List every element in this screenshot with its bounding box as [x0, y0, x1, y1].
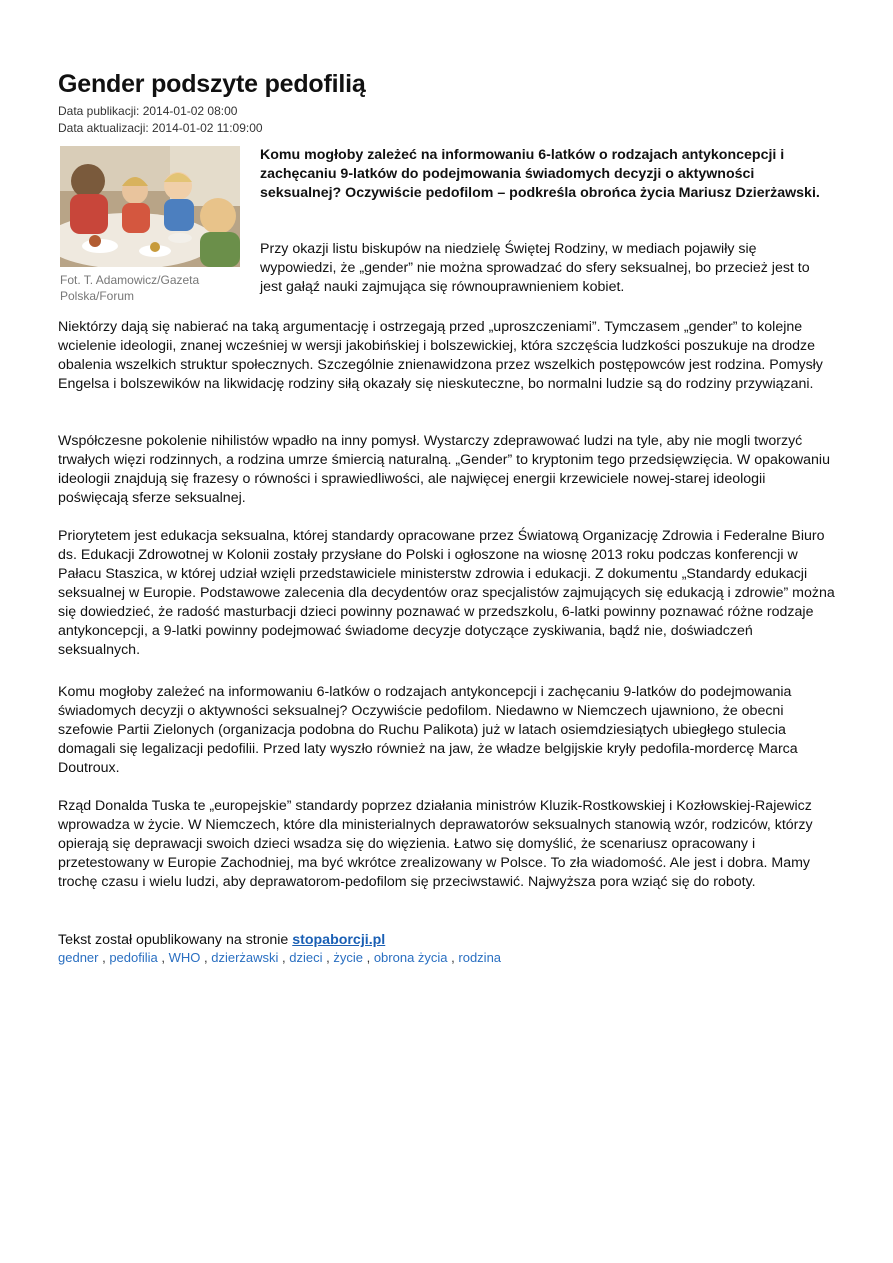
tag-link[interactable]: rodzina	[458, 950, 502, 965]
tag-separator: ,	[362, 950, 374, 965]
tag-link[interactable]: dzieci	[289, 950, 323, 965]
tag-separator: ,	[157, 950, 169, 965]
article-paragraph-2: Współczesne pokolenie nihilistów wpadło na inny pomysł. Wystarczy zdeprawować ludzi na tyle, aby nie mogli tworzyć trwałych więzi rodzinnych, a rodzina umrze śmiercią naturalną. „Gender” to kryptonim tego przedsięwzięcia. W opakowaniu ideologii znajdują się frazesy o równości i sprawiedliwości, ale najwięcej energii krzewiciele nowej-starej ideologii poświęcają sferze seksualnej.	[58, 433, 830, 506]
children-at-table-illustration	[60, 146, 240, 267]
article-paragraph-5: Rząd Donalda Tuska te „europejskie” standardy poprzez działania ministrów Kluzik-Rostkowskiej i Kozłowskiej-Rajewicz wprowadza w życie. W Niemczech, które dla ministerialnych deprawatorów seksualnych stanowią wzór, rodziców, którzy opierają się deprawacji swoich dzieci wsadza się do więzienia. Łatwo się domyślić, że scenariusz opracowany i przetestowany w Europie Zachodniej, ma być wkrótce zrealizowany w Polsce. To zła wiadomość. Ale jest i dobra. Mamy trochę czasu i wielu ludzi, aby deprawatorom-pedofilom się przeciwstawić. Najwyższa pora wziąć się do roboty.	[58, 798, 813, 890]
source-prefix: Tekst został opublikowany na stronie	[58, 932, 289, 948]
article-intro: Przy okazji listu biskupów na niedzielę Świętej Rodziny, w mediach pojawiły się wypowiedzi, że „gender” nie można sprowadzać do sfery seksualnej, bo przecież jest to jest gałąź nauki zajmująca się równouprawnieniem kobiet.	[260, 241, 810, 295]
article-title: Gender podszyte pedofilią	[58, 70, 366, 98]
source-line	[58, 931, 385, 950]
article-lead: Komu mogłoby zależeć na informowaniu 6-latków o rodzajach antykoncepcji i zachęcaniu 9-latków do podejmowania świadomych decyzji o aktywności seksualnej? Oczywiście pedofilom – podkreśla obrońca życia Mariusz Dzierżawski.	[260, 147, 820, 201]
tag-list	[58, 949, 501, 966]
article-photo	[60, 146, 240, 267]
source-link[interactable]: stopaborcji.pl	[292, 932, 386, 948]
article-paragraph-3: Priorytetem jest edukacja seksualna, której standardy opracowane przez Światową Organizację Zdrowia i Federalne Biuro ds. Edukacji Zdrowotnej w Kolonii zostały przysłane do Polski i ogłoszone na wiosnę 2013 roku podczas konferencji w Pałacu Staszica, w której udział wzięli przedstawiciele ministerstw zdrowia i edukacji. Z dokumentu „Standardy edukacji seksualnej w Europie. Podstawowe zalecenia dla decydentów oraz specjalistów zajmujących się edukacją i zdrowie” można się dowiedzieć, że radość masturbacji dzieci powinny poznawać w przedszkolu, 6-latki powinny poznawać różne rodzaje antykoncepcji, a 9-latki powinny podejmować świadome decyzje dotyczące zyskiwania, bądź nie, doświadczeń seksualnych.	[58, 528, 835, 658]
publication-date: Data publikacji: 2014-01-02 08:00	[58, 104, 238, 118]
photo-caption: Fot. T. Adamowicz/Gazeta Polska/Forum	[60, 273, 200, 303]
tag-separator: ,	[278, 950, 290, 965]
article-paragraph-4: Komu mogłoby zależeć na informowaniu 6-latków o rodzajach antykoncepcji i zachęcaniu 9-latków do podejmowania świadomych decyzji o aktywności seksualnej? Oczywiście pedofilom. Niedawno w Niemczech ujawniono, że obecni szefowie Partii Zielonych (organizacja podobna do Ruchu Palikota) już w latach osiemdziesiątych ubiegłego stulecia domagali się legalizacji pedofilii. Przed laty wyszło również na jaw, że władze belgijskie kryły pedofila-mordercę Marca Doutroux.	[58, 684, 798, 776]
tag-link[interactable]: WHO	[168, 950, 201, 965]
tag-link[interactable]: dzierżawski	[211, 950, 279, 965]
tag-link[interactable]: pedofilia	[109, 950, 158, 965]
tag-separator: ,	[447, 950, 459, 965]
tag-separator: ,	[200, 950, 212, 965]
tag-separator: ,	[322, 950, 334, 965]
tag-separator: ,	[98, 950, 110, 965]
tag-link[interactable]: życie	[333, 950, 363, 965]
tag-link[interactable]: obrona życia	[373, 950, 448, 965]
article-paragraph-1: Niektórzy dają się nabierać na taką argumentację i ostrzegają przed „uproszczeniami”. Tymczasem „gender” to kolejne wcielenie ideologii, znanej wcześniej w wersji jakobińskiej i bolszewickiej, która szczęścia ludzkości poszukuje na drodze obalenia wszelkich struktur społecznych. Szczególnie znienawidzona przez wszelkich postępowców jest rodzina. Pomysły Engelsa i bolszewików na likwidację rodziny siłą okazały się nieskuteczne, bo normalni ludzie są do rodziny przywiązani.	[58, 319, 823, 392]
tag-link[interactable]: gedner	[58, 950, 99, 965]
update-date: Data aktualizacji: 2014-01-02 11:09:00	[58, 121, 263, 135]
